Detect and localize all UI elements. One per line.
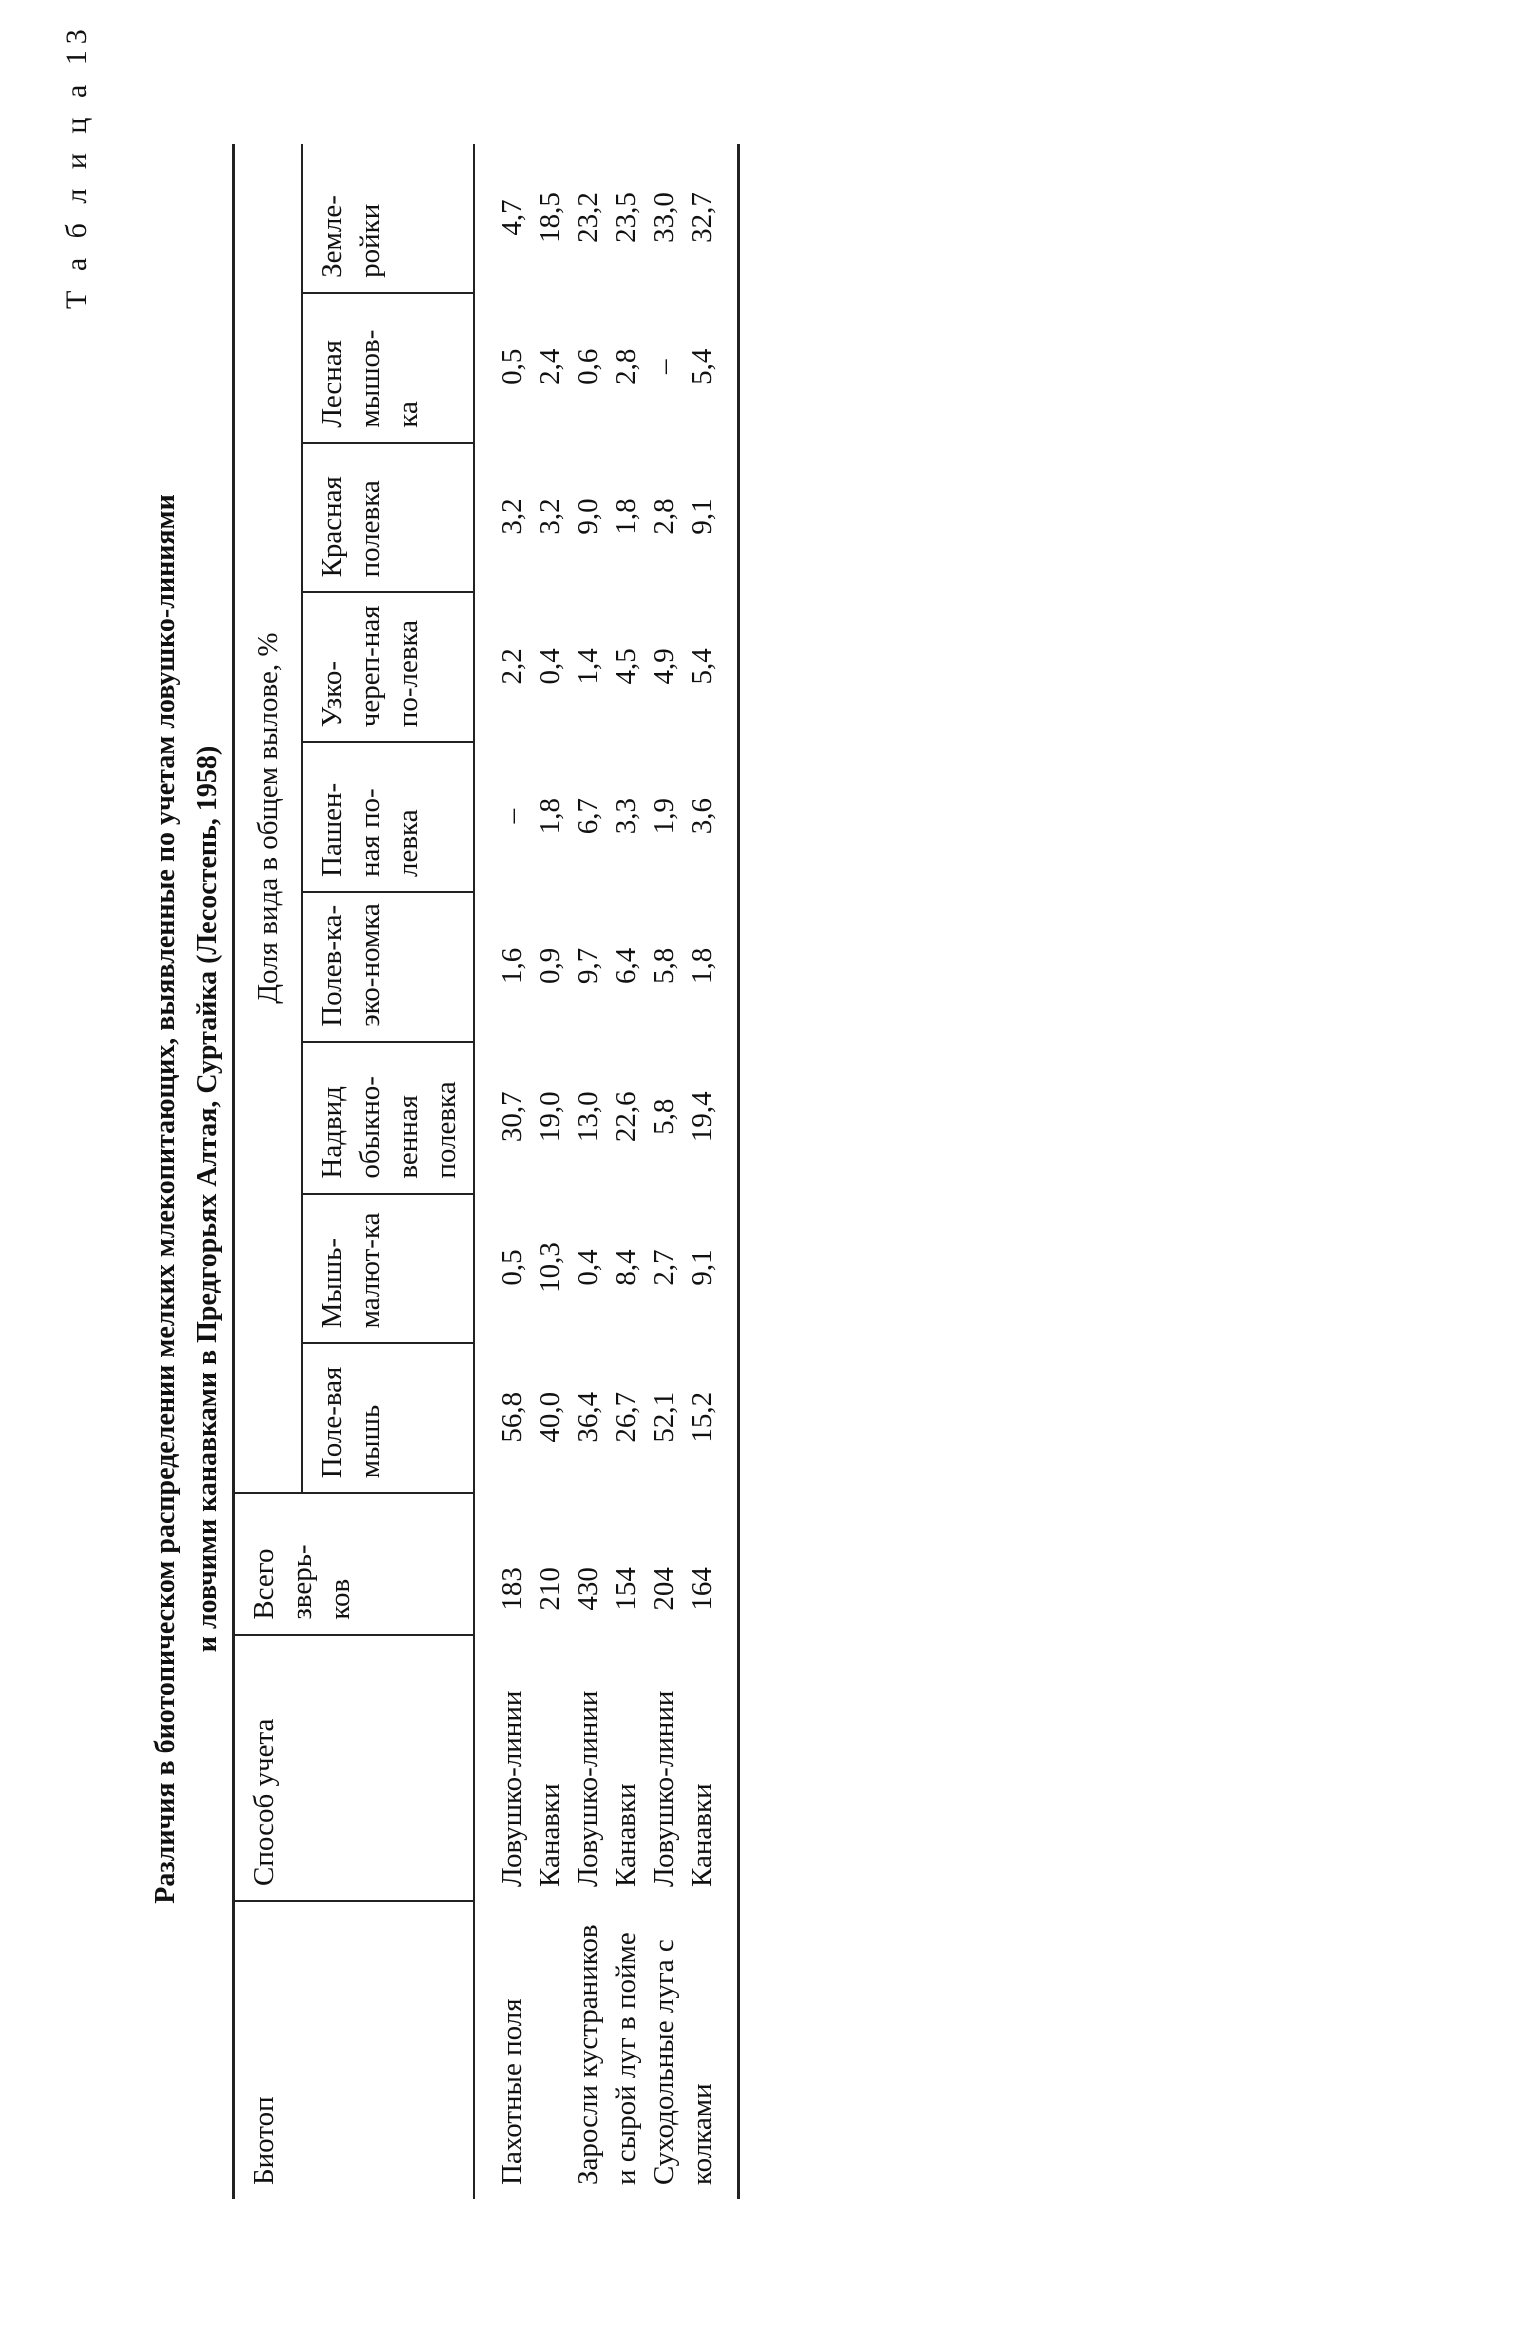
cell-total: 154	[610, 1567, 642, 1611]
cell-value: 0,4	[572, 1249, 604, 1286]
cell-value: 3,2	[534, 498, 566, 535]
cell-value: 2,2	[496, 648, 528, 685]
cell-value: 6,4	[610, 947, 642, 984]
cell-value: 8,4	[610, 1249, 642, 1286]
header-total	[234, 1493, 475, 1634]
cell-biotope: Заросли кустраников	[572, 1924, 604, 2185]
header-species-7: Красная полевка	[302, 443, 474, 593]
cell-biotope: и сырой луг в пойме	[610, 1932, 642, 2185]
cell-value: 5,4	[683, 592, 739, 742]
cell-value: 0,5	[496, 348, 528, 385]
cell-value: 2,7	[648, 1249, 680, 1286]
cell-value: 10,3	[534, 1242, 566, 1293]
header-species-6: Узко-череп-ная по-левка	[302, 592, 474, 742]
cell-value: 3,2	[496, 498, 528, 535]
cell-value: 9,7	[572, 947, 604, 984]
cell-value: 5,8	[648, 947, 680, 984]
table-row	[569, 144, 607, 2199]
cell-value: 1,8	[610, 498, 642, 535]
header-method: Способ учета	[234, 1635, 475, 1901]
header-row-1	[234, 144, 303, 2199]
cell-value: 2,8	[610, 348, 642, 385]
cell-value: 0,6	[572, 348, 604, 385]
cell-value: 19,4	[683, 1042, 739, 1194]
cell-value: 0,9	[534, 947, 566, 984]
header-group-share: Доля вида в общем вылове, %	[234, 144, 303, 1493]
cell-value: 3,6	[683, 742, 739, 892]
cell-value: –	[496, 808, 528, 824]
cell-value: 56,8	[496, 1391, 528, 1443]
header-species-9: Земле-ройки	[302, 144, 474, 293]
header-species-2: Мышь-малют-ка	[302, 1194, 474, 1344]
cell-value: 1,6	[496, 947, 528, 984]
table-row	[645, 144, 683, 2199]
table-row	[474, 144, 531, 2199]
cell-value: 13,0	[572, 1091, 604, 1143]
cell-total: 183	[496, 1567, 528, 1611]
cell-method: Канавки	[534, 1783, 566, 1887]
cell-method: Ловушко-линии	[572, 1690, 604, 1887]
cell-value: 19,0	[534, 1091, 566, 1143]
table-title-line-2: и ловчими канавками в Предгорьях Алтая, Суртайка (Лесостепь, 1958)	[192, 745, 223, 1653]
cell-value: 40,0	[534, 1391, 566, 1443]
cell-value: 4,9	[648, 648, 680, 685]
cell-value: 23,5	[610, 192, 642, 243]
cell-value: 4,5	[610, 648, 642, 685]
cell-value: 18,5	[534, 192, 566, 243]
cell-value: 1,8	[534, 797, 566, 835]
cell-total: 430	[572, 1567, 604, 1611]
cell-value: 32,7	[683, 144, 739, 293]
cell-total: 204	[648, 1567, 680, 1611]
table-row	[531, 144, 569, 2199]
cell-value: 6,7	[572, 797, 604, 835]
cell-value: 0,4	[534, 648, 566, 685]
header-species-8: Лесная мышов-ка	[302, 293, 474, 443]
table-title	[145, 199, 229, 2199]
table-row	[607, 144, 645, 2199]
cell-value: 3,3	[610, 797, 642, 835]
table-title-line-1: Различия в биотопическом распределении мелких млекопитающих, выявленные по учетам ловушко-линиями	[150, 494, 181, 1904]
cell-value: 26,7	[610, 1391, 642, 1443]
cell-value: 1,9	[648, 797, 680, 835]
cell-biotope	[531, 1901, 569, 2199]
cell-value: 4,7	[496, 199, 528, 236]
cell-value: 2,4	[534, 348, 566, 385]
data-table	[232, 144, 740, 2199]
cell-value: 9,1	[683, 443, 739, 593]
cell-value: 33,0	[648, 192, 680, 243]
cell-value: 30,7	[496, 1091, 528, 1143]
cell-biotope: Пахотные поля	[496, 1998, 528, 2185]
cell-value: 5,4	[683, 293, 739, 443]
cell-biotope: Суходольные луга с	[648, 1939, 680, 2185]
header-species-4: Полев-ка-эко-номка	[302, 892, 474, 1042]
cell-value: 22,6	[610, 1091, 642, 1143]
cell-method: Ловушко-линии	[496, 1690, 528, 1887]
cell-value: 1,4	[572, 648, 604, 685]
table-row	[683, 144, 739, 2199]
cell-method: Ловушко-линии	[648, 1690, 680, 1887]
cell-value: 15,2	[683, 1343, 739, 1493]
cell-value: 36,4	[572, 1391, 604, 1443]
cell-value: 5,8	[648, 1098, 680, 1135]
table-number: Т а б л и ц а 13	[60, 23, 93, 309]
header-biotope: Биотоп	[234, 1901, 475, 2199]
header-total-text: Всего зверь-ков	[248, 1544, 356, 1620]
cell-method: Канавки	[683, 1635, 739, 1901]
cell-value: 1,8	[683, 892, 739, 1042]
cell-biotope: колками	[683, 1901, 739, 2199]
cell-value: 0,5	[496, 1249, 528, 1286]
cell-method: Канавки	[610, 1783, 642, 1887]
cell-value: –	[648, 359, 680, 374]
header-species-3: Надвид обыкно-венная полевка	[302, 1042, 474, 1194]
cell-value: 9,0	[572, 498, 604, 535]
cell-value: 52,1	[648, 1391, 680, 1443]
header-species-1: Поле-вая мышь	[302, 1343, 474, 1493]
cell-total: 210	[534, 1567, 566, 1611]
cell-value: 23,2	[572, 192, 604, 243]
header-species-5: Пашен-ная по-левка	[302, 742, 474, 892]
cell-value: 9,1	[683, 1194, 739, 1344]
cell-value: 2,8	[648, 498, 680, 535]
cell-total: 164	[683, 1493, 739, 1634]
